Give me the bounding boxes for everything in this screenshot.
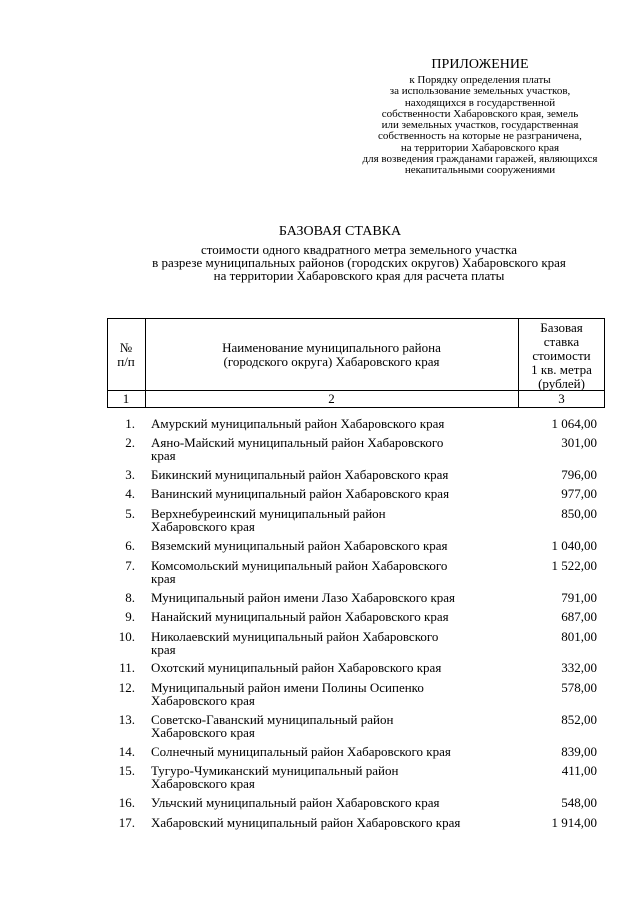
row-name: Солнечный муниципальный район Хабаровского края <box>151 744 451 759</box>
row-rate: 801,00 <box>561 629 597 644</box>
row-number: 15. <box>118 763 135 778</box>
row-rate: 1 064,00 <box>551 416 597 431</box>
row-rate: 548,00 <box>561 795 597 810</box>
row-rate: 850,00 <box>561 506 597 521</box>
row-name: Охотский муниципальный район Хабаровского края <box>151 660 442 675</box>
row-rate: 1 522,00 <box>551 558 597 573</box>
row-name: Бикинский муниципальный район Хабаровского края <box>151 467 449 482</box>
row-rate: 578,00 <box>561 680 597 695</box>
col-number-3: 3 <box>558 391 565 406</box>
row-rate: 791,00 <box>561 590 597 605</box>
appendix-line: некапитальными сооружениями <box>404 164 556 177</box>
row-number: 11. <box>119 660 135 675</box>
table-header <box>107 318 605 408</box>
row-name: Муниципальный район имени Полины Осипенко Хабаровского края <box>151 680 424 708</box>
document-title: БАЗОВАЯ СТАВКА <box>278 224 402 239</box>
appendix-text <box>340 75 620 177</box>
row-name: Ванинский муниципальный район Хабаровского края <box>151 486 450 501</box>
row-rate: 1 040,00 <box>551 538 597 553</box>
row-number: 7. <box>125 558 135 573</box>
subtitle-line: в разрезе муниципальных районов (городских округов) Хабаровского края <box>152 255 566 270</box>
row-name: Тугуро-Чумиканский муниципальный район Хабаровского края <box>151 763 399 791</box>
col-number-2: 2 <box>328 391 335 406</box>
row-number: 13. <box>118 712 135 727</box>
header-num: № п/п <box>117 340 135 369</box>
appendix-line: на территории Хабаровского края <box>400 141 560 154</box>
row-rate: 301,00 <box>561 435 597 450</box>
row-name: Верхнебуреинский муниципальный район Хабаровского края <box>151 506 386 534</box>
appendix-line: к Порядку определения платы <box>409 74 551 86</box>
row-name: Вяземский муниципальный район Хабаровского края <box>151 538 448 553</box>
row-number: 8. <box>125 590 135 605</box>
row-number: 3. <box>125 467 135 482</box>
row-number: 14. <box>118 744 135 759</box>
row-number: 2. <box>125 435 135 450</box>
row-rate: 332,00 <box>561 660 597 675</box>
row-number: 6. <box>125 538 135 553</box>
document-subtitle <box>0 243 640 282</box>
appendix-line: за использование земельных участков, <box>389 85 571 98</box>
row-rate: 1 914,00 <box>551 815 597 830</box>
row-rate: 411,00 <box>561 763 597 778</box>
header-rate: Базовая ставка стоимости 1 кв. метра (рублей) <box>531 320 592 391</box>
appendix-line: находящихся в государственной <box>404 96 556 109</box>
row-name: Комсомольский муниципальный район Хабаровского края <box>151 558 448 586</box>
row-number: 1. <box>125 416 135 431</box>
row-rate: 796,00 <box>561 467 597 482</box>
row-number: 17. <box>118 815 135 830</box>
appendix-line: собственность на которые не разграничена, <box>378 130 582 143</box>
appendix-line: собственности Хабаровского края, земель <box>381 107 579 120</box>
row-name: Аяно-Майский муниципальный район Хабаровского края <box>151 435 444 463</box>
row-number: 9. <box>125 609 135 624</box>
row-name: Нанайский муниципальный район Хабаровского края <box>151 609 449 624</box>
subtitle-line: на территории Хабаровского края для расчета платы <box>213 268 505 283</box>
row-rate: 852,00 <box>561 712 597 727</box>
row-name: Ульчский муниципальный район Хабаровского края <box>151 795 440 810</box>
row-name: Муниципальный район имени Лазо Хабаровского края <box>151 590 456 605</box>
row-rate: 687,00 <box>561 609 597 624</box>
row-rate: 977,00 <box>561 486 597 501</box>
row-number: 16. <box>118 795 135 810</box>
appendix-title: ПРИЛОЖЕНИЕ <box>431 57 529 72</box>
header-name: Наименование муниципального района (городского округа) Хабаровского края <box>222 340 441 369</box>
row-name: Николаевский муниципальный район Хабаровского края <box>151 629 439 657</box>
appendix-line: или земельных участков, государственная <box>381 119 579 132</box>
row-name: Хабаровский муниципальный район Хабаровского края <box>151 815 461 830</box>
subtitle-line: стоимости одного квадратного метра земельного участка <box>201 242 517 257</box>
row-rate: 839,00 <box>561 744 597 759</box>
row-number: 5. <box>125 506 135 521</box>
row-number: 12. <box>118 680 135 695</box>
col-number-1: 1 <box>122 391 130 406</box>
row-number: 4. <box>125 486 135 501</box>
appendix-line: для возведения гражданами гаражей, являющихся <box>362 153 598 166</box>
row-name: Советско-Гаванский муниципальный район Хабаровского края <box>151 712 394 740</box>
row-name: Амурский муниципальный район Хабаровского края <box>151 416 445 431</box>
row-number: 10. <box>118 629 135 644</box>
